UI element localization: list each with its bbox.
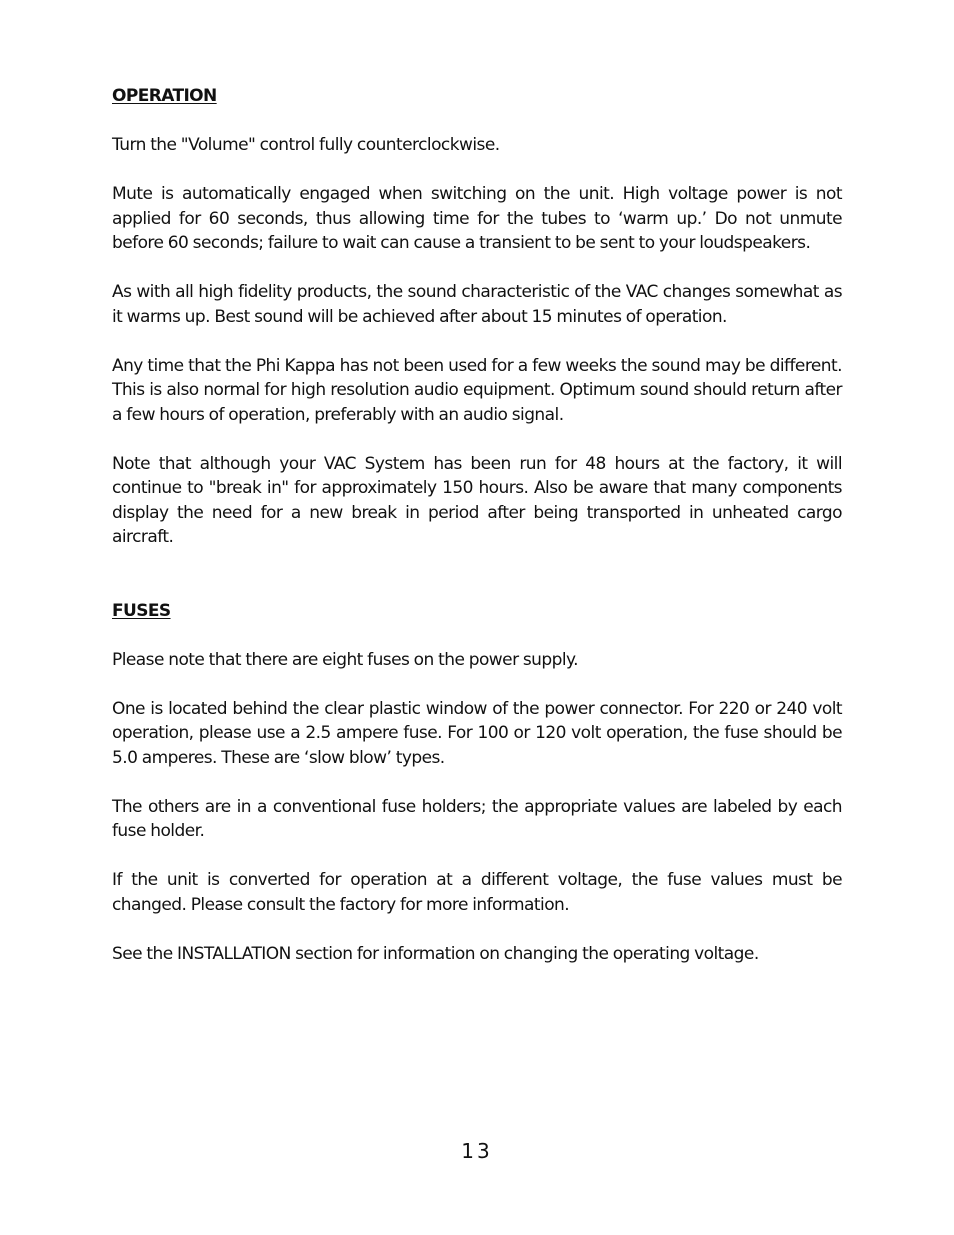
fuses-paragraph: See the INSTALLATION section for information on changing the operating voltage. [112,943,759,964]
operation-paragraph: Note that although your VAC System has been run for 48 hours at the factory, it will continue to "break in" for approximately 150 hours. Also be aware that many components display the need for a new break in period after being transported in unheated cargo aircraft. [112,453,842,547]
fuses-paragraph: Please note that there are eight fuses on the power supply. [112,649,578,670]
operation-heading: OPERATION [112,86,217,106]
operation-paragraph: Mute is automatically engaged when switching on the unit. High voltage power is not applied for 60 seconds, thus allowing time for the tubes to ‘warm up.’ Do not unmute before 60 seconds; failure to wait can cause a transient to be sent to your loudspeakers. [112,184,842,253]
fuses-paragraph: If the unit is converted for operation at a different voltage, the fuse values must be changed. Please consult the factory for more information. [112,870,842,915]
fuses-paragraph: The others are in a conventional fuse holders; the appropriate values are labeled by each fuse holder. [112,796,842,841]
operation-paragraph: Any time that the Phi Kappa has not been used for a few weeks the sound may be different. This is also normal for high resolution audio equipment. Optimum sound should return after a few hours of operation, preferably with an audio signal. [112,355,842,425]
fuses-heading: FUSES [112,600,171,621]
page-number: 13 [461,1139,493,1163]
operation-paragraph: Turn the "Volume" control fully counterclockwise. [112,135,500,155]
page-content [112,84,842,966]
fuses-paragraph: One is located behind the clear plastic window of the power connector. For 220 or 240 volt operation, please use a 2.5 ampere fuse. For 100 or 120 volt operation, the fuse should be 5.0 amperes. These are ‘slow blow’ types. [112,698,842,768]
operation-paragraph: As with all high fidelity products, the sound characteristic of the VAC changes somewhat as it warms up. Best sound will be achieved after about 15 minutes of operation. [112,282,842,327]
